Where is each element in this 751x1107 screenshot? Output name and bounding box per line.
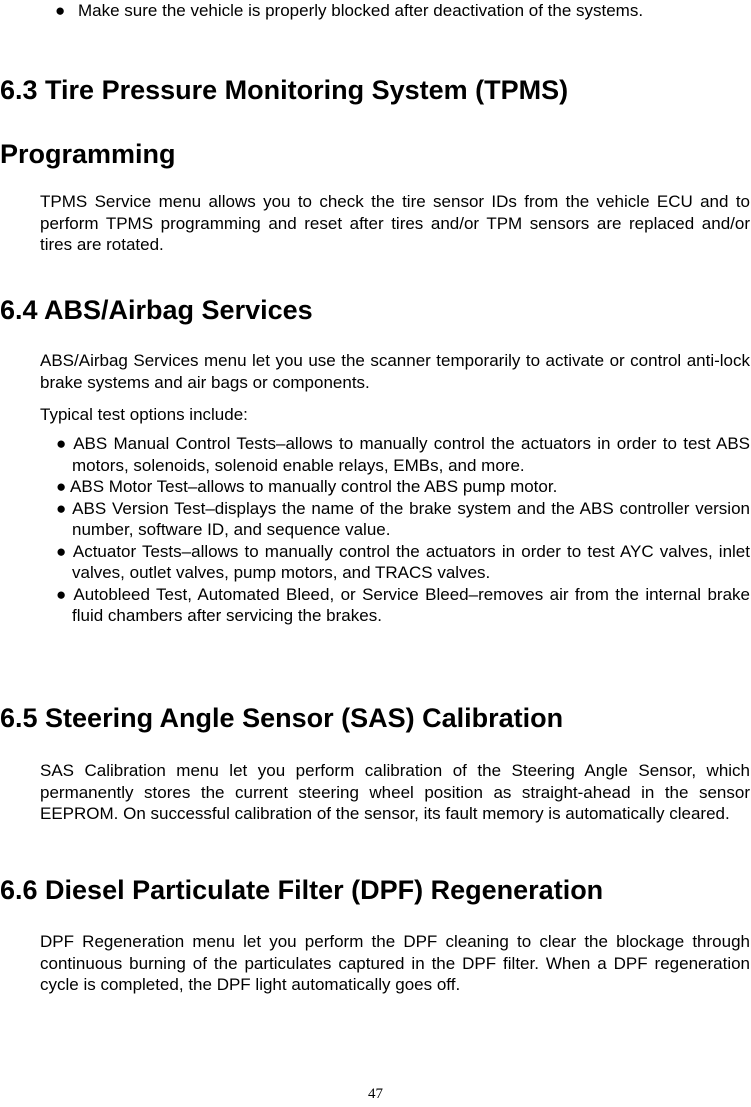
- intro-bullet: [55, 0, 748, 22]
- bullet-glyph: ●: [55, 1, 66, 20]
- page-number: 47: [368, 1086, 383, 1102]
- section-6-5-heading: 6.5 Steering Angle Sensor (SAS) Calibration: [0, 703, 564, 733]
- section-6-3-heading-cont: Programming: [0, 139, 176, 169]
- list-item: ● Actuator Tests–allows to manually control the actuators in order to test AYC valves, inlet valves, outlet valves, pump motors, and TRACS valves.: [56, 541, 750, 582]
- list-item: ● ABS Version Test–displays the name of the brake system and the ABS controller version number, software ID, and sequence value.: [56, 498, 750, 539]
- section-6-5-body: SAS Calibration menu let you perform calibration of the Steering Angle Sensor, which permanently stores the current steering wheel position as straight-ahead in the sensor EEPROM. On successful calibration of the sensor, its fault memory is automatically cleared.: [40, 761, 750, 823]
- abs-test-options-list: [56, 433, 750, 627]
- section-6-3-body: TPMS Service menu allows you to check the tire sensor IDs from the vehicle ECU and to perform TPMS programming and reset after tires and/or TPM sensors are replaced and/or tires are rotated.: [40, 192, 750, 254]
- list-item: ● ABS Manual Control Tests–allows to manually control the actuators in order to test ABS motors, solenoids, solenoid enable relays, EMBs, and more.: [56, 434, 750, 475]
- section-6-6-heading: 6.6 Diesel Particulate Filter (DPF) Regeneration: [0, 875, 604, 905]
- intro-bullet-text: Make sure the vehicle is properly blocked after deactivation of the systems.: [78, 1, 644, 20]
- section-6-4-heading: 6.4 ABS/Airbag Services: [0, 295, 313, 325]
- section-6-6-body: DPF Regeneration menu let you perform the DPF cleaning to clear the blockage through continuous burning of the particulates captured in the DPF filter. When a DPF regeneration cycle is completed, the DPF light automatically goes off.: [40, 932, 750, 994]
- section-6-4-body: ABS/Airbag Services menu let you use the scanner temporarily to activate or control anti-lock brake systems and air bags or components.: [40, 351, 750, 392]
- list-item: ● ABS Motor Test–allows to manually control the ABS pump motor.: [56, 477, 558, 496]
- section-6-4-options-intro: Typical test options include:: [40, 405, 248, 424]
- section-6-3-heading: 6.3 Tire Pressure Monitoring System (TPMS): [0, 75, 569, 105]
- list-item: ● Autobleed Test, Automated Bleed, or Service Bleed–removes air from the internal brake fluid chambers after servicing the brakes.: [56, 584, 750, 625]
